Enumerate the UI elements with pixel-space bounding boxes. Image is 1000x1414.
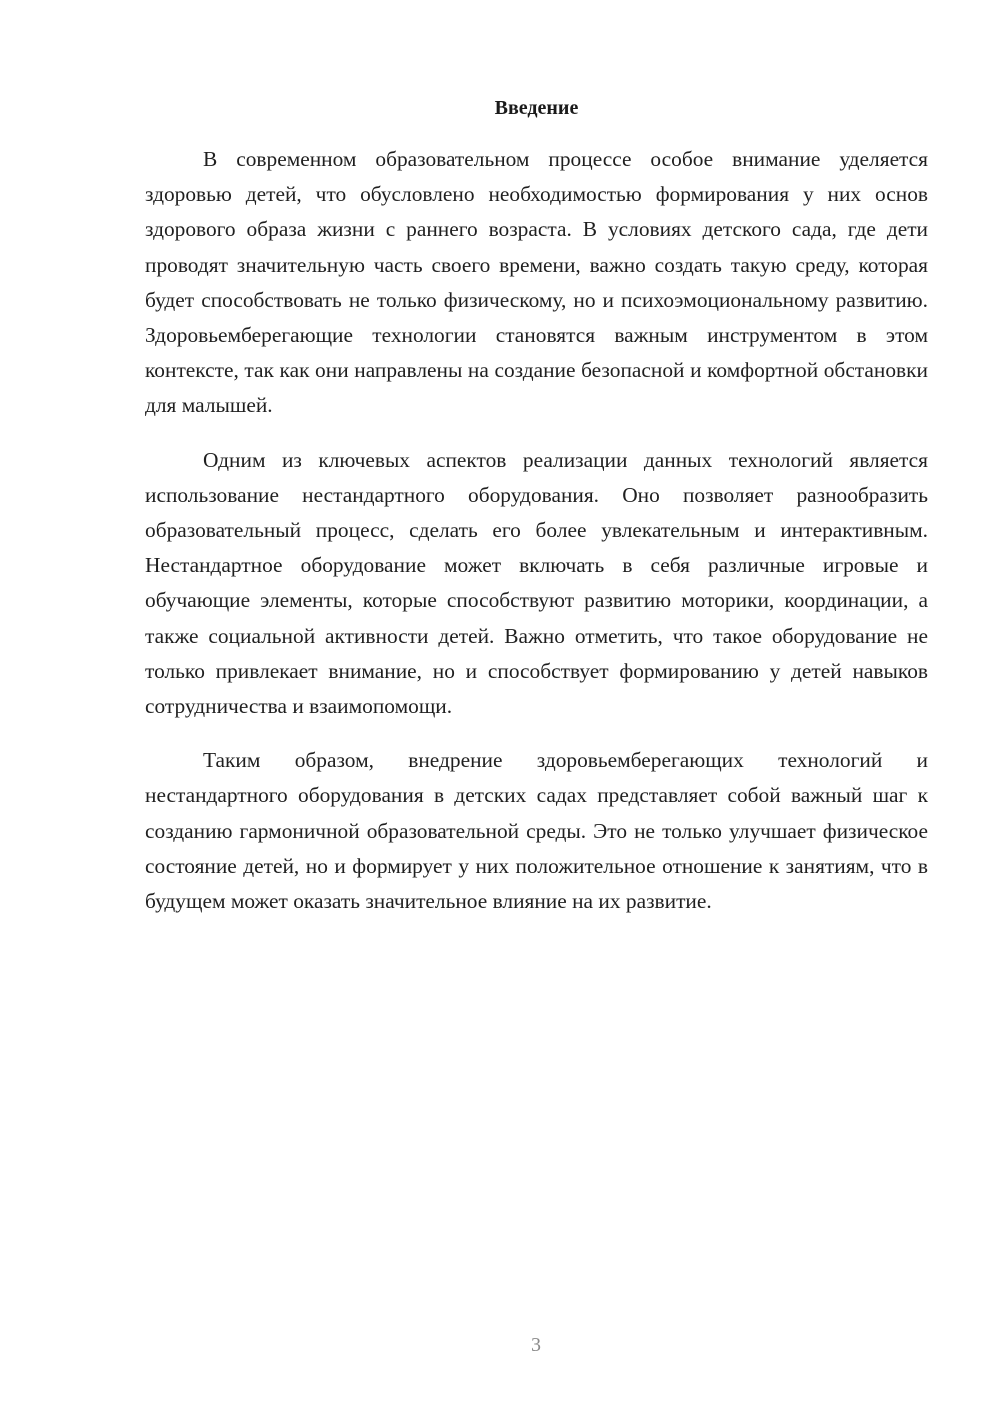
page-number: 3 [531, 1334, 541, 1356]
paragraph-2: Одним из ключевых аспектов реализации данных технологий является использование нестандартного оборудования. Оно позволяет разнообразить образовательный процесс, сделать его более увлекательным и интерактивным. Нестандартное оборудование может включать в себя различные игровые и обучающие элементы, которые способствуют развитию моторики, координации, а также социальной активности детей. Важно отметить, что такое оборудование не только привлекает внимание, но и способствует формированию у детей навыков сотрудничества и взаимопомощи. [145, 447, 928, 719]
document-body [145, 142, 928, 938]
paragraph-1: В современном образовательном процессе особое внимание уделяется здоровью детей, что обусловлено необходимостью формирования у них основ здорового образа жизни с раннего возраста. В условиях детского сада, где дети проводят значительную часть своего времени, важно создать такую среду, которая будет способствовать не только физическому, но и психоэмоциональному развитию. Здоровьемберегающие технологии становятся важным инструментом в этом контексте, так как они направлены на создание безопасной и комфортной обстановки для малышей. [145, 147, 928, 418]
paragraph-3: Таким образом, внедрение здоровьемберегающих технологий и нестандартного оборудования в детских садах представляет собой важный шаг к созданию гармоничной образовательной среды. Это не только улучшает физическое состояние детей, но и формирует у них положительное отношение к занятиям, что в будущем может оказать значительное влияние на их развитие. [145, 748, 928, 914]
page-title: Введение [494, 97, 579, 119]
